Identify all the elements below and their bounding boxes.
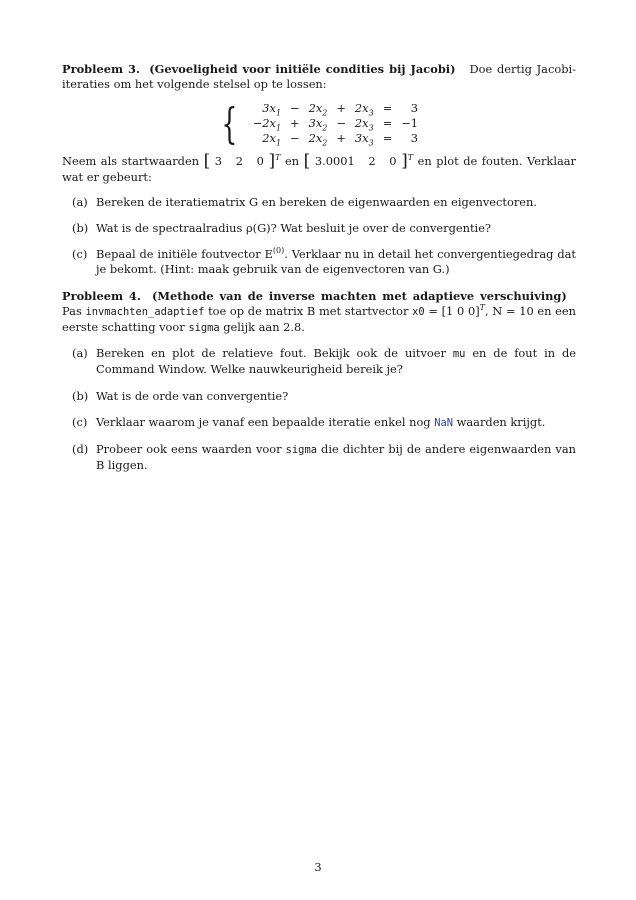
equation-table — [249, 101, 422, 146]
problem4-questions — [62, 346, 576, 473]
list-item: (a) Bereken de iteratiematrix G en bereken de eigenwaarden en eigenvectoren. — [72, 194, 538, 209]
start-values-paragraph: Neem als startwaarden [ 3 2 0 ]$^T$ en [ 3.0001 2 0 ]$^T$ en plot de fouten. Verklaar wat er gebeurt: — [62, 151, 576, 184]
equation-row: $-2x_1$ + $3x_2$ − $2x_3$ = −1 — [252, 116, 419, 133]
equation-row: $2x_1$ − $2x_2$ + $3x_3$ = 3 — [262, 131, 419, 148]
list-item: (b) Wat is de orde van convergentie? — [72, 388, 289, 403]
list-item: (c) Bepaal de initiële foutvector $E^{(0)}$. Verklaar nu in detail het convergentiegedrag dat je bekomt. (Hint: maak gebruik van de eigenvectoren van G.) — [72, 246, 576, 277]
list-item: (b) Wat is de spectraalradius ρ(G)? Wat besluit je over de convergentie? — [72, 221, 492, 236]
list-item: (d) Probeer ook eens waarden voor sigma die dichter bij de andere eigenwaarden van B liggen. — [72, 442, 576, 473]
page-number: 3 — [314, 860, 322, 874]
problem3-intro-text: Doe dertig Jacobi-iteraties om het volgende stelsel op te lossen: — [62, 62, 576, 92]
equation-row: $3x_1$ − $2x_2$ + $2x_3$ = 3 — [262, 101, 419, 118]
document-page — [62, 62, 576, 484]
problem3-title: Probleem 3. — [62, 62, 140, 76]
problem4-subtitle: (Methode van de inverse machten met adaptieve verschuiving) — [152, 288, 567, 303]
start-vector-2: [ 3.0001 2 0 ]$^T$ — [303, 151, 414, 172]
list-item: (c) Verklaar waarom je vanaf een bepaalde iteratie enkel nog NaN waarden krijgt. — [72, 414, 546, 429]
list-item: (a) Bereken en plot de relatieve fout. Bekijk ook de uitvoer mu en de fout in de Command Window. Welke nauwkeurigheid bereik je? — [72, 346, 577, 377]
problem3-intro — [62, 62, 576, 92]
left-brace: { — [221, 98, 238, 148]
problem3-questions — [62, 195, 576, 278]
problem4-title: Probleem 4. — [62, 288, 141, 303]
function-name: invmachten_adaptief — [85, 305, 205, 318]
start-vector-1: [ 3 2 0 ]$^T$ — [203, 151, 281, 172]
problem4-intro: Probleem 4. (Methode van de inverse machten met adaptieve verschuiving) Pas invmachten_adaptief toe op de matrix B met startvector x0 = [1 0 0]$^T$, N = 10 en een eerste schatting voor sigma gelijk aan 2.8. — [62, 288, 576, 335]
problem3-subtitle: (Gevoeligheid voor initiële condities bij Jacobi) — [149, 62, 456, 76]
equation-system — [62, 98, 576, 148]
